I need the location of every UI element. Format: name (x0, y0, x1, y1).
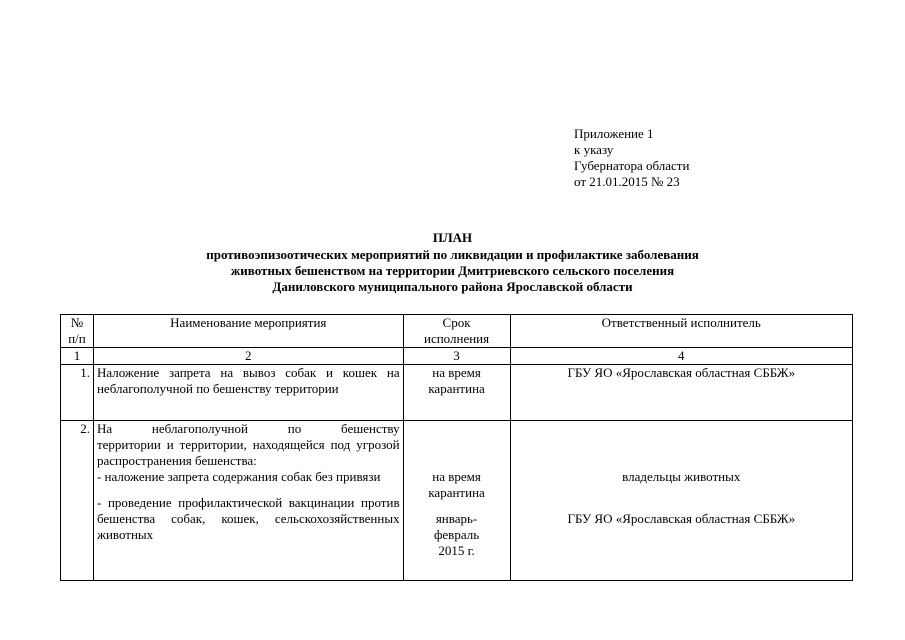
table-row (61, 365, 853, 421)
title-line: Даниловского муниципального района Ярославской области (272, 279, 633, 294)
column-number-row (61, 348, 853, 365)
appendix-note (574, 126, 874, 190)
header-name: Наименование мероприятия (93, 315, 403, 348)
row-activity-sub: - проведение профилактической вакцинации против бешенства собак, кошек, сельскохозяйственных животных (96, 495, 400, 542)
row-activity (93, 421, 403, 581)
row-number: 1. (61, 365, 94, 421)
row-responsible (510, 421, 852, 581)
row-responsible: ГБУ ЯО «Ярославская областная СББЖ» (510, 365, 852, 421)
row-responsible-line: ГБУ ЯО «Ярославская областная СББЖ» (567, 511, 796, 526)
appendix-line: к указу (574, 142, 614, 157)
header-term (403, 315, 510, 348)
row-term (403, 365, 510, 421)
col-number: 1 (61, 348, 94, 365)
row-term-line: на время (432, 365, 481, 380)
row-term-line: карантина (428, 381, 485, 396)
row-term-line: 2015 г. (438, 543, 475, 558)
table-row (61, 421, 853, 581)
table-header-row (61, 315, 853, 348)
appendix-line: Приложение 1 (574, 126, 654, 141)
appendix-line: Губернатора области (574, 158, 690, 173)
header-num-line: № (70, 315, 84, 330)
row-number: 2. (61, 421, 94, 581)
col-number: 3 (403, 348, 510, 365)
row-activity-sub: - наложение запрета содержания собак без привязи (96, 469, 381, 484)
row-activity: Наложение запрета на вывоз собак и кошек на неблагополучной по бешенству территории (93, 365, 403, 421)
row-activity-intro: территории и территории, находящейся под угрозой распространения бешенства: (96, 437, 400, 468)
title-line: животных бешенством на территории Дмитриевского сельского поселения (230, 263, 675, 278)
row-term-line: февраль (433, 527, 480, 542)
row-term (403, 421, 510, 581)
title-line: противоэпизоотических мероприятий по ликвидации и профилактике заболевания (206, 247, 699, 262)
col-number: 4 (510, 348, 852, 365)
document-title (0, 230, 905, 295)
row-responsible-line: владельцы животных (622, 469, 741, 484)
header-responsible: Ответственный исполнитель (510, 315, 852, 348)
title-heading: ПЛАН (432, 230, 473, 245)
header-num-line: п/п (68, 331, 86, 346)
col-number: 2 (93, 348, 403, 365)
row-term-line: карантина (428, 485, 485, 500)
header-num (61, 315, 94, 348)
row-activity-intro: На неблагополучной по бешенству (96, 421, 400, 436)
plan-table (60, 314, 853, 581)
header-term-line: исполнения (423, 331, 490, 346)
row-term-line: на время (432, 469, 481, 484)
header-term-line: Срок (442, 315, 471, 330)
appendix-line: от 21.01.2015 № 23 (574, 174, 680, 189)
row-term-line: январь- (435, 511, 478, 526)
